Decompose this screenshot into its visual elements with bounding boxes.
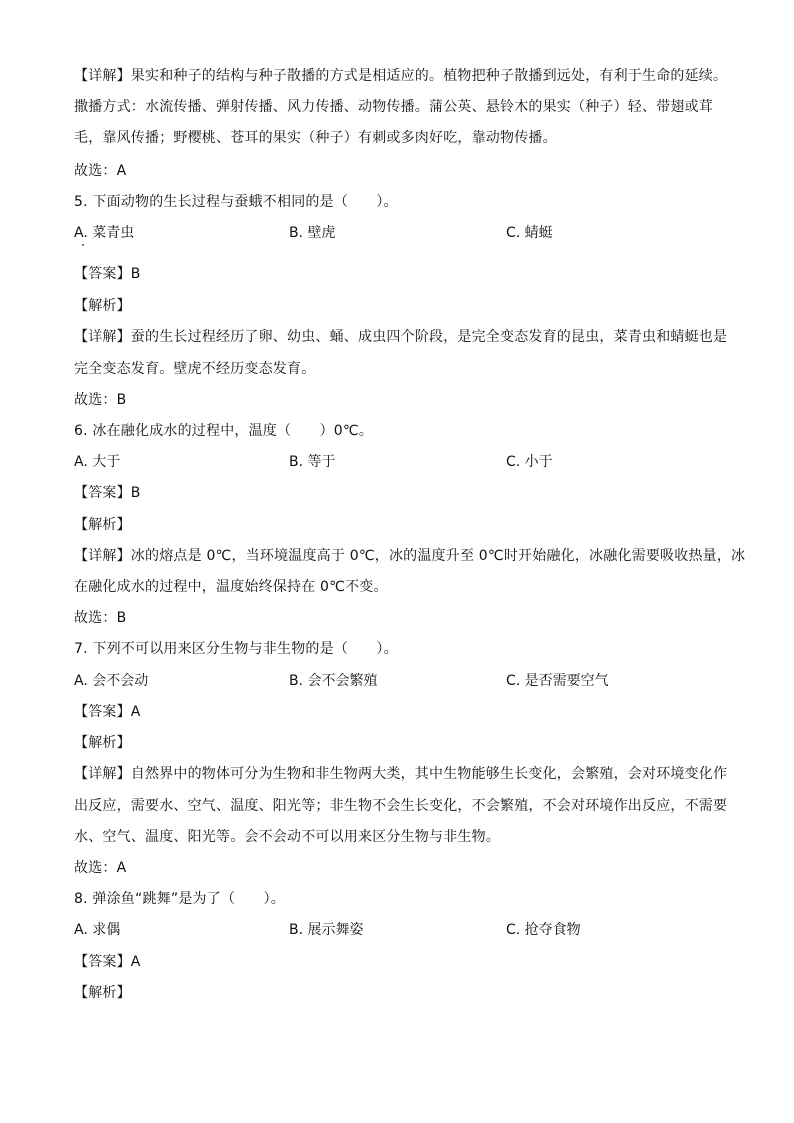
question-7-option-b: B. 会不会繁殖 [289, 673, 378, 689]
question-8-option-b: B. 展示舞姿 [289, 922, 364, 938]
question-7-option-a: A. 会不会动 [74, 673, 149, 689]
question-6-option-c: C. 小于 [506, 454, 553, 470]
detail-5: 【详解】蚕的生长过程经历了卵、幼虫、蛹、成虫四个阶段，是完全变态发育的昆虫，菜青虫和蜻蜓也是 [74, 329, 728, 345]
selection-text: 故选：A [74, 163, 127, 179]
question-7-option-c: C. 是否需要空气 [506, 673, 609, 689]
dispersal-methods-text: 撒播方式：水流传播、弹射传播、风力传播、动物传播。蒲公英、悬铃木的果实（种子）轻、带翅或茸 [74, 99, 713, 115]
question-5-option-b: B. 壁虎 [289, 225, 336, 241]
detail-6-cont: 在融化成水的过程中，温度始终保持在 0℃不变。 [74, 579, 388, 595]
selection-6: 故选：B [74, 610, 127, 626]
answer-7: 【答案】A [74, 704, 141, 720]
question-6-option-a: A. 大于 [74, 454, 121, 470]
question-7: 7. 下列不可以用来区分生物与非生物的是（ ）。 [74, 641, 398, 657]
question-6: 6. 冰在融化成水的过程中，温度（ ）0℃。 [74, 423, 374, 439]
question-5: 5. 下面动物的生长过程与蚕蛾不相同的是（ ）。 [74, 194, 398, 210]
analysis-7-heading: 【解析】 [74, 735, 131, 751]
analysis-6-heading: 【解析】 [74, 517, 131, 533]
question-8-option-c: C. 抢夺食物 [506, 922, 581, 938]
analysis-5-heading: 【解析】 [74, 298, 131, 314]
answer-5: 【答案】B [74, 266, 141, 282]
detail-7-cont: 出反应，需要水、空气、温度、阳光等；非生物不会生长变化，不会繁殖，不会对环境作出反应，不需要 [74, 798, 728, 814]
analysis-8-heading: 【解析】 [74, 985, 131, 1001]
question-8: 8. 弹涂鱼“跳舞”是为了（ ）。 [74, 891, 285, 907]
answer-6: 【答案】B [74, 485, 141, 501]
stray-mark [82, 244, 84, 246]
detail-7: 【详解】自然界中的物体可分为生物和非生物两大类，其中生物能够生长变化，会繁殖，会对环境变化作 [74, 766, 728, 782]
dispersal-methods-text-cont: 毛，靠风传播；野樱桃、苍耳的果实（种子）有刺或多肉好吃，靠动物传播。 [74, 130, 557, 146]
selection-5: 故选：B [74, 392, 127, 408]
detail-5-cont: 完全变态发育。壁虎不经历变态发育。 [74, 361, 316, 377]
question-8-option-a: A. 求偶 [74, 922, 121, 938]
question-5-option-a: A. 菜青虫 [74, 225, 135, 241]
detail-7-cont-2: 水、空气、温度、阳光等。会不会动不可以用来区分生物与非生物。 [74, 829, 500, 845]
selection-7: 故选：A [74, 860, 127, 876]
detail-6: 【详解】冰的熔点是 0℃，当环境温度高于 0℃，冰的温度升至 0℃时开始融化，冰融化需要吸收热量，冰 [74, 548, 746, 564]
question-5-option-c: C. 蜻蜓 [506, 225, 553, 241]
detail-paragraph: 【详解】果实和种子的结构与种子散播的方式是相适应的。植物把种子散播到远处，有利于生命的延续。 [74, 68, 728, 84]
answer-8: 【答案】A [74, 954, 141, 970]
question-6-option-b: B. 等于 [289, 454, 336, 470]
